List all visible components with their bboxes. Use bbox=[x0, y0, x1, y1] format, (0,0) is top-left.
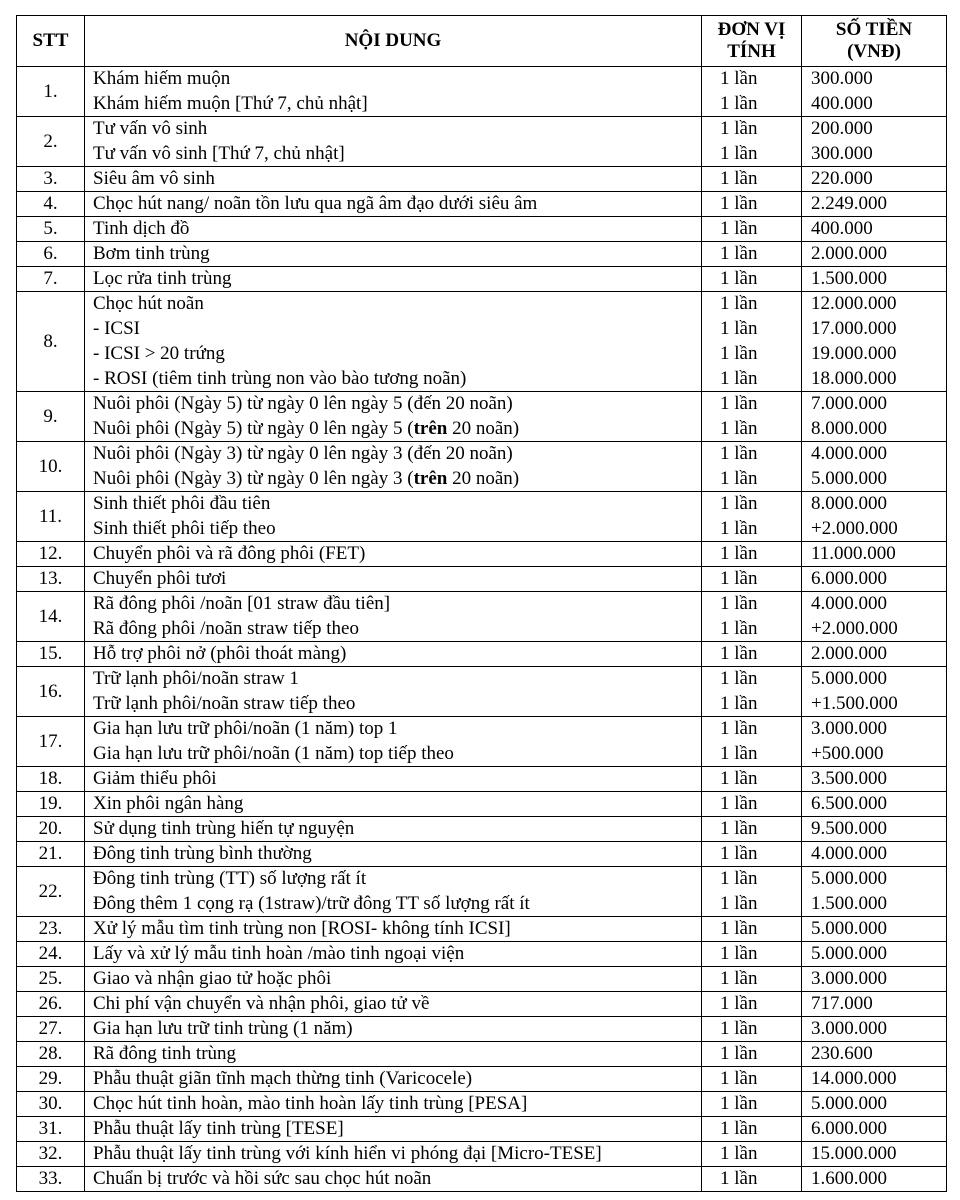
row-number: 16. bbox=[17, 667, 85, 717]
header-unit bbox=[702, 16, 802, 67]
unit-value: 1 lần bbox=[702, 1042, 802, 1067]
service-name: Phẫu thuật giãn tĩnh mạch thừng tinh (Varicocele) bbox=[85, 1067, 702, 1092]
service-name: Sinh thiết phôi đầu tiên bbox=[85, 492, 702, 517]
price-value: 5.000.000 bbox=[802, 467, 947, 492]
unit-value: 1 lần bbox=[702, 817, 802, 842]
row-number: 6. bbox=[17, 242, 85, 267]
price-value: 8.000.000 bbox=[802, 492, 947, 517]
row-number: 9. bbox=[17, 392, 85, 442]
table-row bbox=[17, 1017, 947, 1042]
service-name: Xin phôi ngân hàng bbox=[85, 792, 702, 817]
service-name: Giao và nhận giao tử hoặc phôi bbox=[85, 967, 702, 992]
service-name: Trữ lạnh phôi/noãn straw tiếp theo bbox=[85, 692, 702, 717]
price-value: 18.000.000 bbox=[802, 367, 947, 392]
service-name: Đông tinh trùng (TT) số lượng rất ít bbox=[85, 867, 702, 892]
service-name: Phẫu thuật lấy tinh trùng [TESE] bbox=[85, 1117, 702, 1142]
price-value: 5.000.000 bbox=[802, 867, 947, 892]
row-number: 30. bbox=[17, 1092, 85, 1117]
service-name: Giảm thiểu phôi bbox=[85, 767, 702, 792]
unit-value: 1 lần bbox=[702, 1142, 802, 1167]
price-value: 19.000.000 bbox=[802, 342, 947, 367]
table-row bbox=[17, 892, 947, 917]
price-value: 5.000.000 bbox=[802, 942, 947, 967]
service-name: Gia hạn lưu trữ phôi/noãn (1 năm) top 1 bbox=[85, 717, 702, 742]
row-number: 32. bbox=[17, 1142, 85, 1167]
row-number: 29. bbox=[17, 1067, 85, 1092]
unit-value: 1 lần bbox=[702, 317, 802, 342]
table-row bbox=[17, 967, 947, 992]
unit-value: 1 lần bbox=[702, 342, 802, 367]
unit-value: 1 lần bbox=[702, 867, 802, 892]
table-row bbox=[17, 742, 947, 767]
table-row bbox=[17, 267, 947, 292]
row-number: 27. bbox=[17, 1017, 85, 1042]
header-price-line-1: SỐ TIỀN bbox=[835, 19, 913, 40]
table-row bbox=[17, 492, 947, 517]
row-number: 15. bbox=[17, 642, 85, 667]
unit-value: 1 lần bbox=[702, 367, 802, 392]
price-value: 4.000.000 bbox=[802, 592, 947, 617]
service-name: - ICSI bbox=[85, 317, 702, 342]
service-name: Phẫu thuật lấy tinh trùng với kính hiển vi phóng đại [Micro-TESE] bbox=[85, 1142, 702, 1167]
row-number: 23. bbox=[17, 917, 85, 942]
table-row bbox=[17, 942, 947, 967]
table-row bbox=[17, 342, 947, 367]
price-value: 6.000.000 bbox=[802, 567, 947, 592]
service-name-part: Nuôi phôi (Ngày 5) từ ngày 0 lên ngày 5 ( bbox=[93, 417, 414, 439]
table-row bbox=[17, 192, 947, 217]
unit-value: 1 lần bbox=[702, 1017, 802, 1042]
price-value: 230.600 bbox=[802, 1042, 947, 1067]
price-value: 5.000.000 bbox=[802, 667, 947, 692]
table-row bbox=[17, 67, 947, 92]
unit-value: 1 lần bbox=[702, 1117, 802, 1142]
price-value: +500.000 bbox=[802, 742, 947, 767]
table-row bbox=[17, 567, 947, 592]
service-name: Chi phí vận chuyển và nhận phôi, giao tử về bbox=[85, 992, 702, 1017]
row-number: 21. bbox=[17, 842, 85, 867]
service-name: Đông thêm 1 cọng rạ (1straw)/trữ đông TT số lượng rất ít bbox=[85, 892, 702, 917]
service-name: Gia hạn lưu trữ tinh trùng (1 năm) bbox=[85, 1017, 702, 1042]
table-row bbox=[17, 917, 947, 942]
table-row bbox=[17, 292, 947, 317]
unit-value: 1 lần bbox=[702, 92, 802, 117]
unit-value: 1 lần bbox=[702, 667, 802, 692]
row-number: 13. bbox=[17, 567, 85, 592]
price-value: 6.000.000 bbox=[802, 1117, 947, 1142]
table-row bbox=[17, 142, 947, 167]
header-stt: STT bbox=[17, 16, 85, 67]
unit-value: 1 lần bbox=[702, 192, 802, 217]
price-value: 5.000.000 bbox=[802, 1092, 947, 1117]
price-value: 2.000.000 bbox=[802, 642, 947, 667]
price-value: 17.000.000 bbox=[802, 317, 947, 342]
service-name: Trữ lạnh phôi/noãn straw 1 bbox=[85, 667, 702, 692]
unit-value: 1 lần bbox=[702, 442, 802, 467]
service-name: Chuyển phôi tươi bbox=[85, 567, 702, 592]
table-row bbox=[17, 167, 947, 192]
unit-value: 1 lần bbox=[702, 542, 802, 567]
price-value: 8.000.000 bbox=[802, 417, 947, 442]
row-number: 5. bbox=[17, 217, 85, 242]
unit-value: 1 lần bbox=[702, 1167, 802, 1192]
row-number: 31. bbox=[17, 1117, 85, 1142]
table-row bbox=[17, 717, 947, 742]
header-unit-line-2: TÍNH bbox=[727, 41, 776, 62]
row-number: 19. bbox=[17, 792, 85, 817]
service-name: Rã đông phôi /noãn straw tiếp theo bbox=[85, 617, 702, 642]
table-row bbox=[17, 1042, 947, 1067]
price-value: 3.000.000 bbox=[802, 1017, 947, 1042]
row-number: 12. bbox=[17, 542, 85, 567]
price-value: 12.000.000 bbox=[802, 292, 947, 317]
price-value: 200.000 bbox=[802, 117, 947, 142]
price-value: 7.000.000 bbox=[802, 392, 947, 417]
price-value: 3.000.000 bbox=[802, 967, 947, 992]
table-row bbox=[17, 442, 947, 467]
unit-value: 1 lần bbox=[702, 292, 802, 317]
price-value: +1.500.000 bbox=[802, 692, 947, 717]
price-value: 300.000 bbox=[802, 142, 947, 167]
row-number: 22. bbox=[17, 867, 85, 917]
unit-value: 1 lần bbox=[702, 992, 802, 1017]
row-number: 14. bbox=[17, 592, 85, 642]
unit-value: 1 lần bbox=[702, 67, 802, 92]
price-value: 5.000.000 bbox=[802, 917, 947, 942]
price-value: 2.000.000 bbox=[802, 242, 947, 267]
service-name: Lấy và xử lý mẫu tinh hoàn /mào tinh ngoại viện bbox=[85, 942, 702, 967]
price-value: 300.000 bbox=[802, 67, 947, 92]
table-row bbox=[17, 217, 947, 242]
price-value: 11.000.000 bbox=[802, 542, 947, 567]
table-header bbox=[17, 16, 947, 67]
service-name: Khám hiếm muộn [Thứ 7, chủ nhật] bbox=[85, 92, 702, 117]
unit-value: 1 lần bbox=[702, 642, 802, 667]
service-name-emphasis: trên bbox=[413, 417, 448, 439]
price-value: 9.500.000 bbox=[802, 817, 947, 842]
price-value: 400.000 bbox=[802, 217, 947, 242]
table-row bbox=[17, 1167, 947, 1192]
unit-value: 1 lần bbox=[702, 792, 802, 817]
service-name-part: Nuôi phôi (Ngày 3) từ ngày 0 lên ngày 3 ( bbox=[93, 467, 414, 489]
row-number: 18. bbox=[17, 767, 85, 792]
row-number: 10. bbox=[17, 442, 85, 492]
service-name: Nuôi phôi (Ngày 5) từ ngày 0 lên ngày 5 (đến 20 noãn) bbox=[85, 392, 702, 417]
service-name: Gia hạn lưu trữ phôi/noãn (1 năm) top tiếp theo bbox=[85, 742, 702, 767]
service-name: Chọc hút nang/ noãn tồn lưu qua ngã âm đạo dưới siêu âm bbox=[85, 192, 702, 217]
table-row bbox=[17, 1117, 947, 1142]
unit-value: 1 lần bbox=[702, 617, 802, 642]
table-row bbox=[17, 117, 947, 142]
service-name: Nuôi phôi (Ngày 3) từ ngày 0 lên ngày 3 (đến 20 noãn) bbox=[85, 442, 702, 467]
service-name: - ICSI > 20 trứng bbox=[85, 342, 702, 367]
table-row bbox=[17, 1142, 947, 1167]
price-value: 717.000 bbox=[802, 992, 947, 1017]
row-number: 7. bbox=[17, 267, 85, 292]
unit-value: 1 lần bbox=[702, 692, 802, 717]
table-row bbox=[17, 692, 947, 717]
price-value: 6.500.000 bbox=[802, 792, 947, 817]
table-row bbox=[17, 392, 947, 417]
service-name: Chuẩn bị trước và hồi sức sau chọc hút noãn bbox=[85, 1167, 702, 1192]
unit-value: 1 lần bbox=[702, 942, 802, 967]
unit-value: 1 lần bbox=[702, 892, 802, 917]
table-row bbox=[17, 817, 947, 842]
service-name: Xử lý mẫu tìm tinh trùng non [ROSI- không tính ICSI] bbox=[85, 917, 702, 942]
price-value: +2.000.000 bbox=[802, 517, 947, 542]
table-row bbox=[17, 842, 947, 867]
price-value: 1.500.000 bbox=[802, 892, 947, 917]
service-name: Tinh dịch đồ bbox=[85, 217, 702, 242]
unit-value: 1 lần bbox=[702, 717, 802, 742]
unit-value: 1 lần bbox=[702, 917, 802, 942]
unit-value: 1 lần bbox=[702, 742, 802, 767]
price-value: 4.000.000 bbox=[802, 442, 947, 467]
unit-value: 1 lần bbox=[702, 242, 802, 267]
service-name: Chọc hút noãn bbox=[85, 292, 702, 317]
table-row bbox=[17, 792, 947, 817]
row-number: 2. bbox=[17, 117, 85, 167]
row-number: 20. bbox=[17, 817, 85, 842]
table-row bbox=[17, 592, 947, 617]
table-row bbox=[17, 242, 947, 267]
price-table bbox=[16, 15, 947, 1192]
row-number: 1. bbox=[17, 67, 85, 117]
price-value: 2.249.000 bbox=[802, 192, 947, 217]
table-row bbox=[17, 1067, 947, 1092]
header-row bbox=[17, 16, 947, 67]
table-row bbox=[17, 767, 947, 792]
service-name: Sử dụng tinh trùng hiến tự nguyện bbox=[85, 817, 702, 842]
header-unit-line-1: ĐƠN VỊ bbox=[717, 19, 786, 40]
unit-value: 1 lần bbox=[702, 392, 802, 417]
row-number: 24. bbox=[17, 942, 85, 967]
table-body bbox=[17, 67, 947, 1192]
service-name: Siêu âm vô sinh bbox=[85, 167, 702, 192]
price-value: 3.500.000 bbox=[802, 767, 947, 792]
service-name bbox=[85, 417, 702, 442]
unit-value: 1 lần bbox=[702, 1067, 802, 1092]
unit-value: 1 lần bbox=[702, 117, 802, 142]
table-row bbox=[17, 317, 947, 342]
service-name-emphasis: trên bbox=[413, 467, 448, 489]
table-row bbox=[17, 542, 947, 567]
table-row bbox=[17, 367, 947, 392]
service-name: Lọc rửa tinh trùng bbox=[85, 267, 702, 292]
price-value: 220.000 bbox=[802, 167, 947, 192]
unit-value: 1 lần bbox=[702, 967, 802, 992]
unit-value: 1 lần bbox=[702, 517, 802, 542]
service-name: Hỗ trợ phôi nở (phôi thoát màng) bbox=[85, 642, 702, 667]
service-name-part: 20 noãn) bbox=[447, 467, 520, 489]
row-number: 28. bbox=[17, 1042, 85, 1067]
unit-value: 1 lần bbox=[702, 142, 802, 167]
unit-value: 1 lần bbox=[702, 417, 802, 442]
row-number: 11. bbox=[17, 492, 85, 542]
table-row bbox=[17, 642, 947, 667]
row-number: 33. bbox=[17, 1167, 85, 1192]
price-value: 3.000.000 bbox=[802, 717, 947, 742]
service-name: Chuyển phôi và rã đông phôi (FET) bbox=[85, 542, 702, 567]
unit-value: 1 lần bbox=[702, 567, 802, 592]
table-row bbox=[17, 867, 947, 892]
service-name: Khám hiếm muộn bbox=[85, 67, 702, 92]
unit-value: 1 lần bbox=[702, 767, 802, 792]
table-row bbox=[17, 417, 947, 442]
service-name: Tư vấn vô sinh bbox=[85, 117, 702, 142]
unit-value: 1 lần bbox=[702, 167, 802, 192]
table-row bbox=[17, 467, 947, 492]
price-value: 1.500.000 bbox=[802, 267, 947, 292]
service-name bbox=[85, 467, 702, 492]
header-content: NỘI DUNG bbox=[85, 16, 702, 67]
header-price bbox=[802, 16, 947, 67]
service-name: Chọc hút tinh hoàn, mào tinh hoàn lấy tinh trùng [PESA] bbox=[85, 1092, 702, 1117]
service-name: Tư vấn vô sinh [Thứ 7, chủ nhật] bbox=[85, 142, 702, 167]
unit-value: 1 lần bbox=[702, 592, 802, 617]
service-name: Rã đông tinh trùng bbox=[85, 1042, 702, 1067]
row-number: 4. bbox=[17, 192, 85, 217]
row-number: 8. bbox=[17, 292, 85, 392]
price-value: 1.600.000 bbox=[802, 1167, 947, 1192]
row-number: 26. bbox=[17, 992, 85, 1017]
row-number: 25. bbox=[17, 967, 85, 992]
service-name: Bơm tinh trùng bbox=[85, 242, 702, 267]
unit-value: 1 lần bbox=[702, 1092, 802, 1117]
unit-value: 1 lần bbox=[702, 467, 802, 492]
row-number: 3. bbox=[17, 167, 85, 192]
table-row bbox=[17, 517, 947, 542]
service-name-part: 20 noãn) bbox=[447, 417, 520, 439]
table-row bbox=[17, 1092, 947, 1117]
row-number: 17. bbox=[17, 717, 85, 767]
price-value: 14.000.000 bbox=[802, 1067, 947, 1092]
service-name: - ROSI (tiêm tinh trùng non vào bào tương noãn) bbox=[85, 367, 702, 392]
price-value: +2.000.000 bbox=[802, 617, 947, 642]
unit-value: 1 lần bbox=[702, 492, 802, 517]
price-value: 400.000 bbox=[802, 92, 947, 117]
service-name: Đông tinh trùng bình thường bbox=[85, 842, 702, 867]
unit-value: 1 lần bbox=[702, 842, 802, 867]
price-value: 15.000.000 bbox=[802, 1142, 947, 1167]
unit-value: 1 lần bbox=[702, 267, 802, 292]
price-value: 4.000.000 bbox=[802, 842, 947, 867]
service-name: Sinh thiết phôi tiếp theo bbox=[85, 517, 702, 542]
table-row bbox=[17, 92, 947, 117]
table-row bbox=[17, 992, 947, 1017]
unit-value: 1 lần bbox=[702, 217, 802, 242]
header-price-line-2: (VNĐ) bbox=[847, 41, 901, 62]
table-row bbox=[17, 667, 947, 692]
service-name: Rã đông phôi /noãn [01 straw đầu tiên] bbox=[85, 592, 702, 617]
table-row bbox=[17, 617, 947, 642]
